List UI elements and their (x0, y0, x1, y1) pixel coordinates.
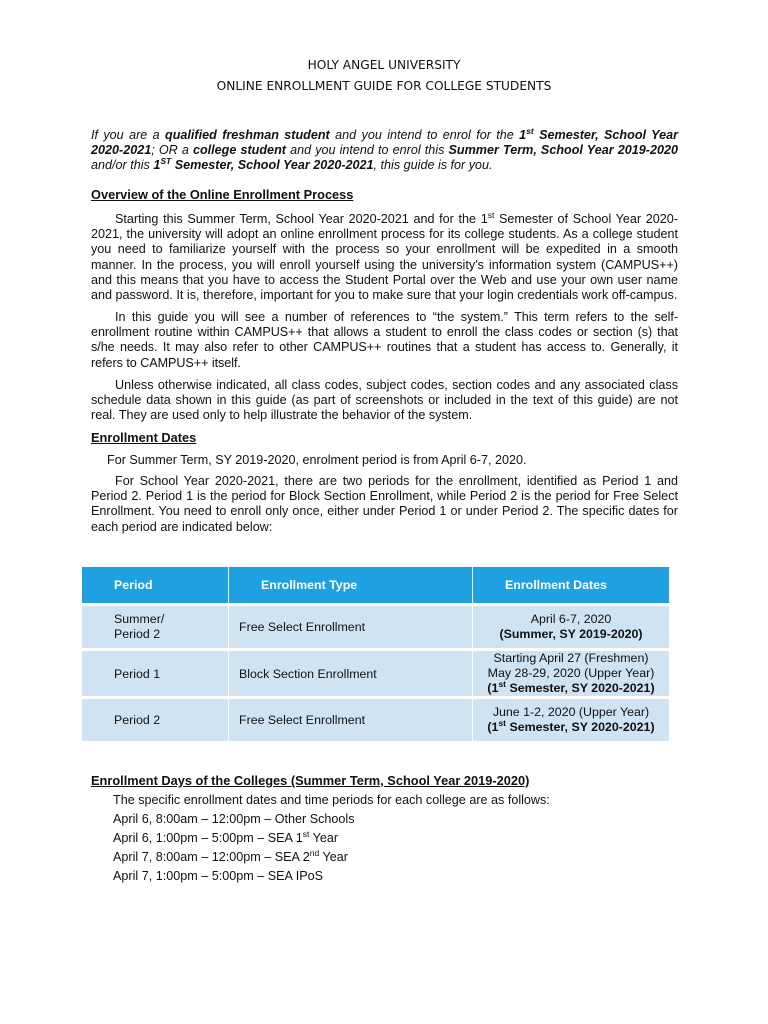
period-cell: Period 2 (82, 698, 228, 741)
list-item: April 6, 8:00am – 12:00pm – Other Schools (113, 812, 355, 826)
college-days-list (113, 791, 550, 886)
enrollment-dates-cell: April 6-7, 2020 (Summer, SY 2019-2020) (472, 605, 669, 648)
overview-paragraph-1: Starting this Summer Term, School Year 2020-2021 and for the 1st Semester of School Year 2020-2021, the university will adopt an online enrollment process for its college students. As a college student you need to familiarize yourself with the process so your enrollment will be expedited in a smooth manner. In the process, you will enroll yourself using the university’s information system (CAMPUS++) and this means that you have to access the Student Portal over the Web and use your own user name and password. It is, therefore, important for you to make sure that your login credentials work off-campus. (91, 209, 679, 303)
table-header-row (82, 567, 669, 603)
period-cell: Period 1 (82, 650, 228, 696)
period-cell: Summer/ Period 2 (82, 605, 228, 648)
enrollment-dates-paragraph-1: For Summer Term, SY 2019-2020, enrolment period is from April 6-7, 2020. (107, 453, 527, 467)
overview-paragraph-2: In this guide you will see a number of references to “the system.” This term refers to the self- enrollment routine within CAMPUS++ that allows a student to enroll the class codes or section (s) that s/he needs. It may also refer to other CAMPUS++ routines that a student has access to. Generally, it refers to CAMPUS++ itself. (91, 310, 678, 370)
list-item: April 7, 8:00am – 12:00pm – SEA 2nd Year (113, 847, 348, 864)
enrollment-type-cell: Free Select Enrollment (228, 605, 472, 648)
table-row (82, 650, 669, 696)
document-title: ONLINE ENROLLMENT GUIDE FOR COLLEGE STUDENTS (216, 79, 552, 93)
column-header-period: Period (82, 567, 228, 603)
enrollment-periods-table (82, 565, 669, 743)
overview-paragraph-3: Unless otherwise indicated, all class codes, subject codes, section codes and any associated class schedule data shown in this guide (as part of screenshots or included in the text of this guide) are not real. They are used only to help illustrate the behavior of the system. (91, 378, 678, 423)
list-item: April 6, 1:00pm – 5:00pm – SEA 1st Year (113, 828, 339, 845)
enrollment-type-cell: Block Section Enrollment (228, 650, 472, 696)
table-row (82, 698, 669, 741)
column-header-enrollment-dates: Enrollment Dates (472, 567, 669, 603)
enrollment-dates-cell: June 1-2, 2020 (Upper Year) (1st Semester, SY 2020-2021) (472, 698, 669, 741)
enrollment-dates-cell: Starting April 27 (Freshmen) May 28-29, 2020 (Upper Year) (1st Semester, SY 2020-2021) (472, 650, 669, 696)
enrollment-type-cell: Free Select Enrollment (228, 698, 472, 741)
university-name: HOLY ANGEL UNIVERSITY (307, 58, 461, 72)
column-header-enrollment-type: Enrollment Type (228, 567, 472, 603)
enrollment-dates-paragraph-2: For School Year 2020-2021, there are two periods for the enrollment, identified as Period 1 and Period 2. Period 1 is the period for Block Section Enrollment, while Period 2 is the period for Free Select Enrollment. You need to enroll only once, either under Period 1 or under Period 2. The specific dates for each period are indicated below: (91, 474, 678, 534)
enrollment-dates-heading: Enrollment Dates (91, 430, 197, 445)
college-days-heading: Enrollment Days of the Colleges (Summer Term, School Year 2019-2020) (91, 773, 530, 788)
college-days-intro: The specific enrollment dates and time periods for each college are as follows: (113, 793, 550, 807)
list-item: April 7, 1:00pm – 5:00pm – SEA IPoS (113, 869, 324, 883)
overview-heading: Overview of the Online Enrollment Process (91, 187, 354, 202)
intro-paragraph: If you are a qualified freshman student and you intend to enrol for the 1st Semester, School Year 2020-2021; OR a college student and you intend to enrol this Summer Term, School Year 2019-2020 and/or this 1ST Semester, School Year 2020-2021, this guide is for you. (91, 125, 679, 173)
table-row (82, 605, 669, 648)
